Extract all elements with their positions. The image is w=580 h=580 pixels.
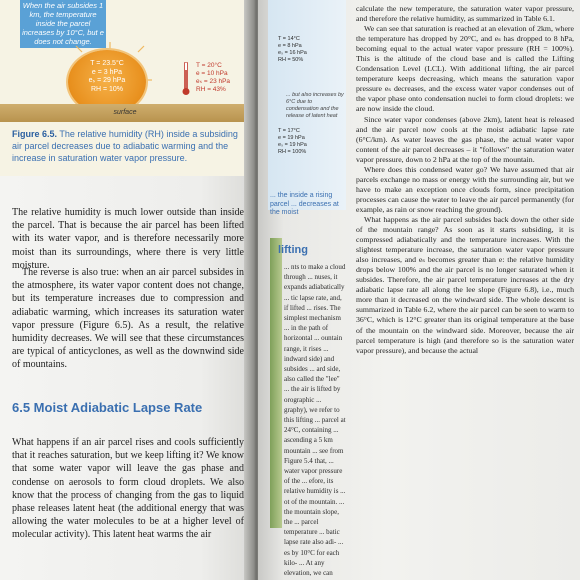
left-page (0, 0, 250, 580)
paragraph: The reverse is also true: when an air parcel subsides in the atmosphere, its water vapor content does not change, but its temperature increases due to compression and adiabatic warming, which increases its saturation water vapor pressure (Figure 6.5). As a result, the relative humidity decreases. We will see that these circumstances are typical of anticyclones, as well as the downwind side of mountains. (12, 267, 244, 371)
paragraph: Where does this condensed water go? We have assumed that air parcels exchange no mass or energy with the surrounding air, but we have to make an exception once clouds form, since precipitation processes can cause the water to leave the air parcel permanently (for example, as rain or snow reaching the ground). (356, 164, 574, 214)
parcel-relative-humidity: RH = 10% (90, 85, 124, 93)
paragraph: calculate the new temperature, the saturation water vapor pressure, and therefore the relative humidity, as summarized in Table 6.1. (356, 4, 574, 24)
diagram-value: eₛ = 16 hPa (278, 50, 307, 56)
ambient-readings (196, 62, 246, 94)
paragraph: What happens if an air parcel rises and cools sufficiently that it reaches saturation, but we keep lifting it? We know that some water vapor will leave the gas phase and condense on aerosols to form cloud droplets. We also know that the process of changing from the gas to liquid phase releases latent heat (the additional energy that was allowing the water molecules to be at a higher level of molecular activity). This latent heat warms the air (12, 437, 244, 541)
paragraph: Since water vapor condenses (above 2km), latent heat is released and the air parcel now cools at the moist adiabatic lapse rate (6°C/km). As water leaves the gas phase, the actual water vapor content of the air parcel decreases – it "follows" the saturation water vapor pressure, down to 2 hPa at the top of the mountain. (356, 114, 574, 164)
thermometer-icon (182, 62, 190, 96)
diagram-value: eₛ = 19 hPa (278, 142, 307, 148)
figure-sky-note: When the air subsides 1 km, the temperature inside the parcel increases by 10°C, but e does not change. (20, 0, 106, 48)
paragraph: We can see that saturation is reached at an elevation of 2km, where the temperature has dropped by 20°C, and eₛ has dropped to 8 hPa, becoming equal to the actual water vapor pressure (RH = 100%). This is the altitude of the cloud base and is called the Lifting Condensation Level (LCL). With additional lifting, the air parcel temperature keeps decreasing, which means the saturation vapor pressure eₛ decreases, and the excess water vapor condenses out of the vapor phase onto condensation nuclei to form cloud droplets: we are now inside the cloud. (356, 24, 574, 114)
diagram-value: e = 19 hPa (278, 135, 305, 141)
parcel-saturation-pressure: eₛ = 29 hPa (88, 77, 126, 84)
diagram-value: RH = 50% (278, 57, 304, 63)
right-page (258, 0, 580, 580)
side-heading: lifting (278, 244, 308, 256)
parcel-temperature: T = 23.5°C (90, 60, 124, 67)
caption-label: Figure 6.5. (12, 129, 58, 139)
ambient-saturation-pressure: eₛ = 23 hPa (196, 78, 231, 85)
diagram-value: RH = 100% (278, 149, 307, 155)
paragraph: What happens as the air parcel subsides back down the other side of the mountain range? As soon as it starts subsiding, it is compressed adiabatically and the temperature increases. With the slightest temperature increase, the saturation water vapor pressure also increases, and eₛ becomes greater than e: the relative humidity drops below 100% and the air parcel is no longer saturated when it subsides. Therefore, the air parcel temperature increases at the dry adiabatic lapse rate all along the lee slope (Figure 6.8), i.e., much more than it decreased on the windward side. The whole descent is summarized in Table 6.2, where the air parcel can be seen to warm to 36°C, which is 12°C greater than its original temperature at the base of the mountain on the windward side. Moreover, because the air parcel temperature is high (and therefore so is the saturation water vapor pressure), and because the actual (356, 214, 574, 355)
parcel-vapor-pressure: e = 3 hPa (91, 68, 123, 76)
ambient-temperature: T = 20°C (196, 62, 222, 69)
diagram-box-upper (278, 36, 338, 64)
ambient-vapor-pressure: e = 10 hPa (196, 70, 228, 77)
paragraph: The relative humidity is much lower outside than inside the parcel. That is because the air parcel has been lifted with its water vapor, and is therefore necessarily more moist than its surroundings, where there is very little moisture. (12, 207, 244, 271)
ambient-relative-humidity: RH = 43% (196, 86, 226, 93)
diagram-box-lower (278, 128, 338, 156)
right-column (356, 4, 574, 356)
diagram-value: T = 17°C (278, 128, 300, 134)
mountain-strip (270, 238, 282, 528)
caption-text: The relative humidity (RH) inside a subsiding air parcel decreases due to adiabatic warming and the increase in saturation water vapor pressure. (12, 129, 238, 163)
diagram-value: e = 8 hPa (278, 43, 302, 49)
section-heading: 6.5 Moist Adiabatic Lapse Rate (12, 400, 203, 415)
surface-band: surface (0, 104, 250, 122)
diagram-value: T = 14°C (278, 36, 300, 42)
diagram-note: ... but also increases by 6°C due to condensation and the release of latent heat (286, 92, 344, 119)
figure-caption (12, 128, 242, 164)
mountain-diagram (268, 0, 346, 210)
side-column-text: ... nts to make a cloud through ... nuses, it expands adiabatically ... tic lapse rate, and, if lifted ... rises. The simplest mechanism ... in the path of horizontal ... ountain range, it rises ... indward side) and subsides ... ard side, also called the "lee" ... the air is lifted by orographic ... graphy), we refer to this lifting ... parcel at 24°C, containing ... ascending a 5 km mountain ... see from Figure 5.4 that, ... water vapor pressure of the ... efore, its relative humidity is ... ot of the mountain. ... the mountain slope, the ... parcel temperature ... batic lapse rate also adi- ... es by 10°C for each kilo- ... At any elevation, we can (284, 263, 346, 578)
diagram-caption: ... the inside a rising parcel ... decreases at the moist (270, 192, 339, 216)
figure-6-5 (0, 0, 250, 176)
